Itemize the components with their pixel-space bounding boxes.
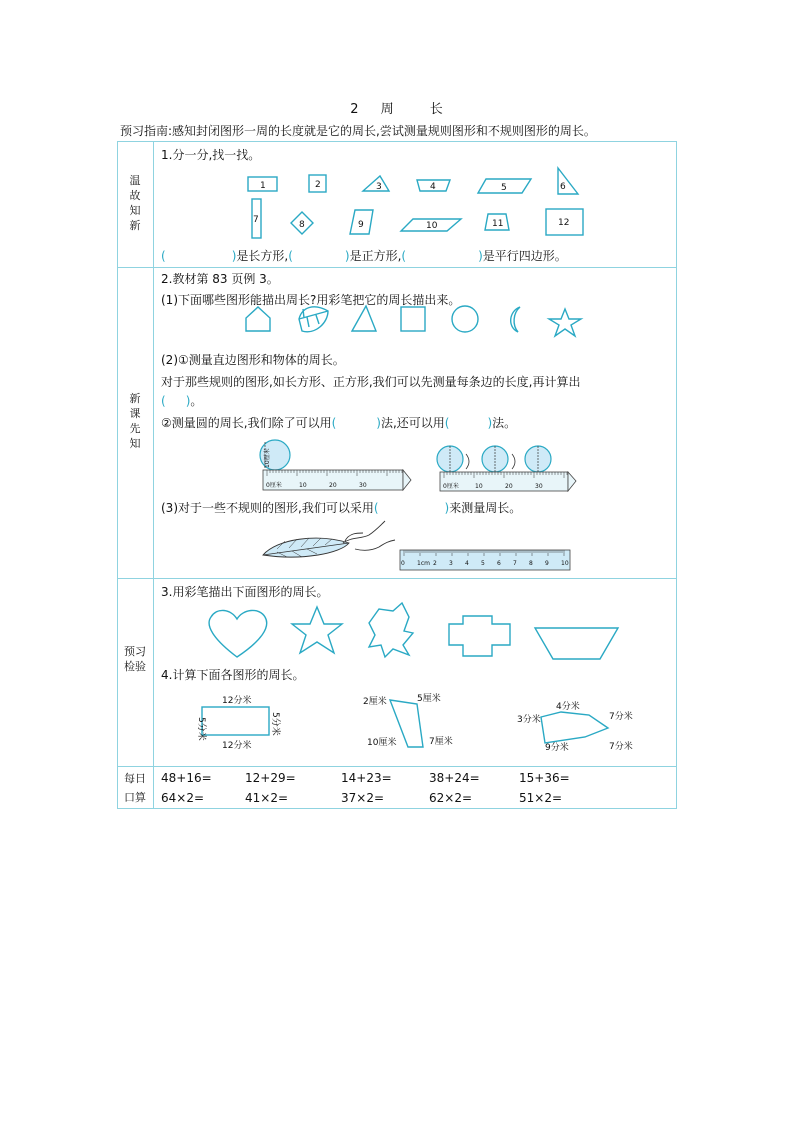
blank-bracket-close[interactable]: ) — [478, 249, 483, 263]
ruler-tick-label: 10 — [299, 482, 307, 489]
q2-part5-a: ②测量圆的周长,我们除了可以用 — [161, 416, 332, 430]
shape-3-number: 3 — [376, 182, 382, 192]
shape-9-number: 9 — [358, 220, 364, 230]
ruler-tick-label: 30 — [359, 482, 367, 489]
ruler-bottom-tick-label: 8 — [529, 560, 533, 567]
q1-prompt: 1.分一分,找一找。 — [161, 148, 261, 162]
rect-figure — [196, 694, 282, 751]
quad-label-d: 7厘米 — [429, 737, 453, 747]
q2-prompt: 2.教材第 83 页例 3。 — [161, 272, 279, 286]
oral-problem: 62×2= — [429, 791, 473, 805]
oral-problem: 51×2= — [519, 791, 563, 805]
q2-part1: (1)下面哪些图形能描出周长?用彩笔把它的周长描出来。 — [161, 293, 461, 307]
q4-shapes — [117, 141, 677, 809]
ruler-bottom-tick-label: 6 — [497, 560, 501, 567]
title-char-1: 周 — [380, 102, 395, 117]
blank-bracket-close[interactable]: ) — [231, 249, 237, 263]
shape-11-number: 11 — [492, 219, 504, 229]
shape-6-number: 6 — [560, 182, 566, 192]
blank-bracket-open[interactable]: ( — [373, 501, 379, 515]
quad-label-c: 10厘米 — [367, 738, 397, 748]
shape-7-number: 7 — [253, 215, 259, 225]
quad-label-b: 5厘米 — [417, 694, 441, 704]
ruler-tick-label: 30 — [535, 483, 543, 490]
fill-para-text: 是平行四边形。 — [482, 249, 567, 263]
q2-part5-c: 法。 — [492, 416, 517, 430]
ruler-bottom-tick-label: 2 — [433, 560, 437, 567]
shape-1-number: 1 — [260, 181, 266, 191]
blank-bracket-close[interactable]: ) — [185, 394, 191, 408]
rect-right-label: 5分米 — [270, 712, 280, 736]
blank-bracket-open[interactable]: ( — [444, 416, 450, 430]
hex-label-e: 7分米 — [609, 742, 633, 752]
ruler-bottom-tick-label: 1cm — [417, 560, 430, 567]
blank-bracket-open[interactable]: ( — [288, 249, 293, 263]
fill-rect-text: 是长方形, — [236, 249, 289, 263]
ruler-bottom-tick-label: 5 — [481, 560, 485, 567]
shape-10-number: 10 — [426, 221, 438, 231]
worksheet-table — [117, 141, 677, 809]
hex-label-a: 4分米 — [556, 702, 580, 712]
ruler-bottom-tick-label: 4 — [465, 560, 469, 567]
q2-part2: (2)①测量直边图形和物体的周长。 — [161, 353, 345, 367]
oral-problem: 37×2= — [341, 791, 385, 805]
blank-bracket-open[interactable]: ( — [401, 249, 407, 263]
shape-8-number: 8 — [299, 220, 305, 230]
q3-prompt: 3.用彩笔描出下面图形的周长。 — [161, 585, 329, 599]
oral-problem: 64×2= — [161, 791, 205, 805]
rect-left-label: 5分米 — [196, 717, 206, 741]
lesson-number: 2 — [350, 102, 360, 117]
blank-bracket-close[interactable]: ) — [344, 249, 350, 263]
rect-top-label: 12分米 — [222, 696, 252, 706]
ruler-unit-label: 0厘米 — [443, 483, 459, 490]
ruler-unit-label: 0厘米 — [266, 482, 282, 489]
title-char-2: 长 — [429, 102, 444, 117]
section-review-text: 温故知新 — [129, 174, 141, 232]
blank-bracket-close[interactable]: ) — [376, 416, 381, 430]
oral-problem: 12+29= — [245, 771, 296, 785]
blank-bracket-close[interactable]: ) — [487, 416, 493, 430]
oral-problem: 38+24= — [429, 771, 480, 785]
ruler-tick-label: 10 — [475, 483, 483, 490]
preview-guide: 预习指南:感知封闭图形一周的长度就是它的周长,尝试测量规则图形和不规则图形的周长。 — [120, 124, 596, 138]
q4-prompt: 4.计算下面各图形的周长。 — [161, 668, 305, 682]
blank-bracket-open[interactable]: ( — [331, 416, 337, 430]
shape-12-number: 12 — [558, 218, 570, 228]
blank-bracket-open[interactable]: ( — [161, 249, 166, 263]
q2-part6-b: 来测量周长。 — [449, 501, 522, 515]
ruler-tick-label: 20 — [505, 483, 513, 490]
ruler-bottom-tick-label: 9 — [545, 560, 549, 567]
ruler-bottom-tick-label: 0 — [401, 560, 405, 567]
blank-bracket-close[interactable]: ) — [444, 501, 450, 515]
q2-part5-b: 法,还可以用 — [380, 416, 445, 430]
quad-label-a: 2厘米 — [363, 697, 387, 707]
ruler-bottom-tick-label: 3 — [449, 560, 453, 567]
oral-problem: 41×2= — [245, 791, 289, 805]
q2-part4-end: 。 — [190, 394, 203, 408]
quad-figure — [363, 692, 453, 748]
oral-problem: 14+23= — [341, 771, 392, 785]
hex-label-d: 9分米 — [545, 743, 569, 753]
oral-problem: 15+36= — [519, 771, 570, 785]
section-check-text: 预习检验 — [124, 645, 146, 673]
section-daily-text: 每日口算 — [124, 772, 146, 804]
shape-4-number: 4 — [430, 182, 436, 192]
shape-2-number: 2 — [315, 180, 321, 190]
section-new-text: 新课先知 — [129, 392, 141, 450]
hex-label-c: 3分米 — [517, 715, 541, 725]
q2-part3: 对于那些规则的图形,如长方形、正方形,我们可以先测量每条边的长度,再计算出 — [161, 375, 581, 389]
rect-bottom-label: 12分米 — [222, 741, 252, 751]
hexagon-figure — [517, 700, 633, 753]
shape-5-number: 5 — [501, 183, 507, 193]
blank-bracket-open[interactable]: ( — [161, 394, 166, 408]
ruler-bottom-tick-label: 10 — [561, 560, 569, 567]
page-title — [0, 98, 794, 117]
ruler-bottom-tick-label: 7 — [513, 560, 517, 567]
q2-part6-a: (3)对于一些不规则的图形,我们可以采用 — [161, 501, 374, 515]
oral-problem: 48+16= — [161, 771, 212, 785]
circle-label: 10厘米 — [264, 448, 271, 468]
ruler-tick-label: 20 — [329, 482, 337, 489]
hex-label-b: 7分米 — [609, 712, 633, 722]
fill-square-text: 是正方形, — [349, 249, 402, 263]
